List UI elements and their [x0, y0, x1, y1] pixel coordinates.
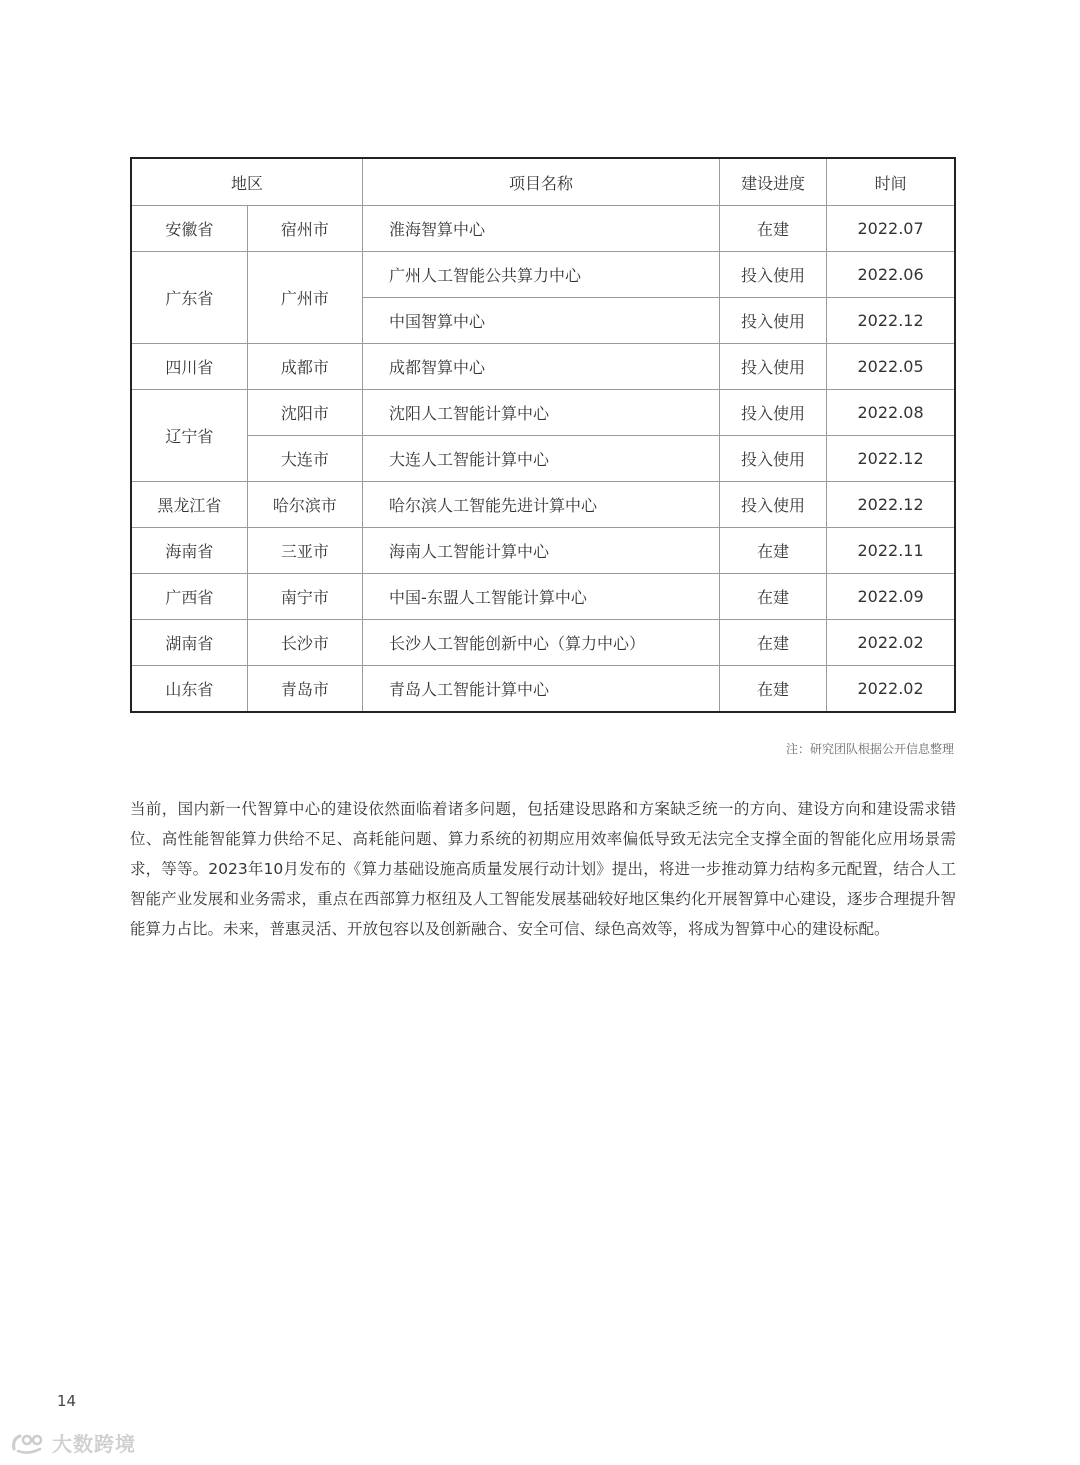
date-cell: 2022.12	[827, 298, 955, 344]
province-cell: 安徽省	[131, 206, 247, 252]
date-cell: 2022.02	[827, 620, 955, 666]
watermark-text: 大数跨境	[52, 1432, 136, 1456]
province-cell: 黑龙江省	[131, 482, 247, 528]
project-cell: 成都智算中心	[363, 344, 720, 390]
province-cell: 广东省	[131, 252, 247, 344]
project-cell: 广州人工智能公共算力中心	[363, 252, 720, 298]
status-cell: 在建	[719, 574, 826, 620]
date-cell: 2022.05	[827, 344, 955, 390]
header-date: 时间	[827, 158, 955, 206]
province-cell: 广西省	[131, 574, 247, 620]
project-cell: 淮海智算中心	[363, 206, 720, 252]
table-source-note: 注：研究团队根据公开信息整理	[785, 742, 954, 756]
status-cell: 在建	[719, 528, 826, 574]
header-status: 建设进度	[719, 158, 826, 206]
city-cell: 成都市	[247, 344, 362, 390]
brand-logo-icon	[10, 1431, 46, 1455]
project-cell: 大连人工智能计算中心	[363, 436, 720, 482]
project-cell: 哈尔滨人工智能先进计算中心	[363, 482, 720, 528]
table-row	[131, 344, 955, 390]
date-cell: 2022.02	[827, 666, 955, 713]
status-cell: 在建	[719, 620, 826, 666]
table-row	[131, 436, 955, 482]
date-cell: 2022.12	[827, 482, 955, 528]
date-cell: 2022.07	[827, 206, 955, 252]
province-cell: 四川省	[131, 344, 247, 390]
city-cell: 哈尔滨市	[247, 482, 362, 528]
status-cell: 投入使用	[719, 436, 826, 482]
table-row	[131, 482, 955, 528]
project-cell: 沈阳人工智能计算中心	[363, 390, 720, 436]
city-cell: 沈阳市	[247, 390, 362, 436]
province-cell: 湖南省	[131, 620, 247, 666]
watermark	[10, 1428, 136, 1457]
status-cell: 投入使用	[719, 252, 826, 298]
date-cell: 2022.06	[827, 252, 955, 298]
project-cell: 海南人工智能计算中心	[363, 528, 720, 574]
date-cell: 2022.09	[827, 574, 955, 620]
body-paragraph: 当前，国内新一代智算中心的建设依然面临着诸多问题，包括建设思路和方案缺乏统一的方向、建设方向和建设需求错位、高性能智能算力供给不足、高耗能问题、算力系统的初期应用效率偏低导致无法完全支撑全面的智能化应用场景需求，等等。2023年10月发布的《算力基础设施高质量发展行动计划》提出，将进一步推动算力结构多元配置，结合人工智能产业发展和业务需求，重点在西部算力枢纽及人工智能发展基础较好地区集约化开展智算中心建设，逐步合理提升智能算力占比。未来，普惠灵活、开放包容以及创新融合、安全可信、绿色高效等，将成为智算中心的建设标配。	[130, 800, 956, 938]
city-cell: 广州市	[247, 252, 362, 344]
date-cell: 2022.08	[827, 390, 955, 436]
status-cell: 在建	[719, 206, 826, 252]
status-cell: 在建	[719, 666, 826, 713]
province-cell: 辽宁省	[131, 390, 247, 482]
table-header-row	[131, 158, 955, 206]
project-cell: 长沙人工智能创新中心（算力中心）	[363, 620, 720, 666]
project-cell: 中国智算中心	[363, 298, 720, 344]
table-row	[131, 620, 955, 666]
table-row	[131, 528, 955, 574]
data-centers-table	[130, 157, 956, 713]
city-cell: 宿州市	[247, 206, 362, 252]
status-cell: 投入使用	[719, 390, 826, 436]
table-row	[131, 574, 955, 620]
table-row	[131, 252, 955, 298]
city-cell: 三亚市	[247, 528, 362, 574]
date-cell: 2022.12	[827, 436, 955, 482]
city-cell: 南宁市	[247, 574, 362, 620]
table-row	[131, 206, 955, 252]
province-cell: 海南省	[131, 528, 247, 574]
city-cell: 长沙市	[247, 620, 362, 666]
city-cell: 大连市	[247, 436, 362, 482]
city-cell: 青岛市	[247, 666, 362, 713]
status-cell: 投入使用	[719, 298, 826, 344]
header-project: 项目名称	[363, 158, 720, 206]
page-number: 14	[57, 1392, 77, 1410]
province-cell: 山东省	[131, 666, 247, 713]
table-row	[131, 666, 955, 713]
date-cell: 2022.11	[827, 528, 955, 574]
project-cell: 中国-东盟人工智能计算中心	[363, 574, 720, 620]
header-region: 地区	[131, 158, 363, 206]
status-cell: 投入使用	[719, 344, 826, 390]
table-row	[131, 390, 955, 436]
project-cell: 青岛人工智能计算中心	[363, 666, 720, 713]
status-cell: 投入使用	[719, 482, 826, 528]
